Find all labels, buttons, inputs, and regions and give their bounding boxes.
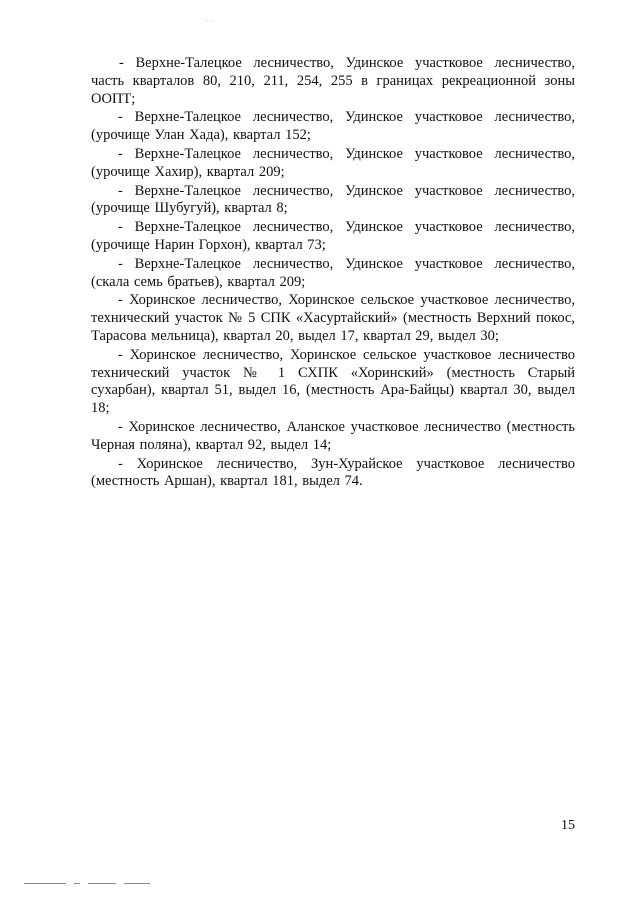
list-item: - Хоринское лесничество, Зун-Хурайское участковое лесничество (местность Аршан), квартал 181, выдел 74.	[91, 455, 575, 490]
footer-line	[24, 883, 66, 884]
list-item: - Хоринское лесничество, Аланское участковое лесничество (местность Черная поляна), квартал 92, выдел 14;	[91, 418, 575, 453]
list-item: - Верхне-Талецкое лесничество, Удинское участковое лесничество, часть кварталов 80, 210, 211, 254, 255 в границах рекреационной зоны ООПТ;	[91, 55, 575, 107]
footer-line	[88, 883, 116, 884]
list-item: - Верхне-Талецкое лесничество, Удинское участковое лесничество, (урочище Шубугуй), квартал 8;	[91, 182, 575, 217]
document-body	[91, 55, 575, 492]
list-item: - Верхне-Талецкое лесничество, Удинское участковое лесничество, (урочище Хахир), квартал 209;	[91, 145, 575, 180]
list-item: - Хоринское лесничество, Хоринское сельское участковое лесничество технический участок № 1 СХПК «Хоринский» (местность Старый сухарбан), квартал 51, выдел 16, (местность Ара-Байцы) квартал 30, выдел 18;	[91, 346, 575, 417]
footer-line	[124, 883, 150, 884]
list-item: - Хоринское лесничество, Хоринское сельское участковое лесничество, технический участок № 5 СПК «Хасуртайский» (местность Верхний покос, Тарасова мельница), квартал 20, выдел 17, квартал 29, выдел 30;	[91, 292, 575, 344]
list-item: - Верхне-Талецкое лесничество, Удинское участковое лесничество, (скала семь братьев), квартал 209;	[91, 255, 575, 290]
list-item: - Верхне-Талецкое лесничество, Удинское участковое лесничество, (урочище Нарин Горхон), квартал 73;	[91, 219, 575, 253]
page-header-scan-text: · ·	[205, 17, 216, 26]
page-number: 15	[561, 818, 575, 833]
list-item: - Верхне-Талецкое лесничество, Удинское участковое лесничество, (урочище Улан Хада), квартал 152;	[91, 109, 575, 144]
footer-line	[74, 883, 80, 884]
footer-scan-lines	[24, 883, 164, 887]
